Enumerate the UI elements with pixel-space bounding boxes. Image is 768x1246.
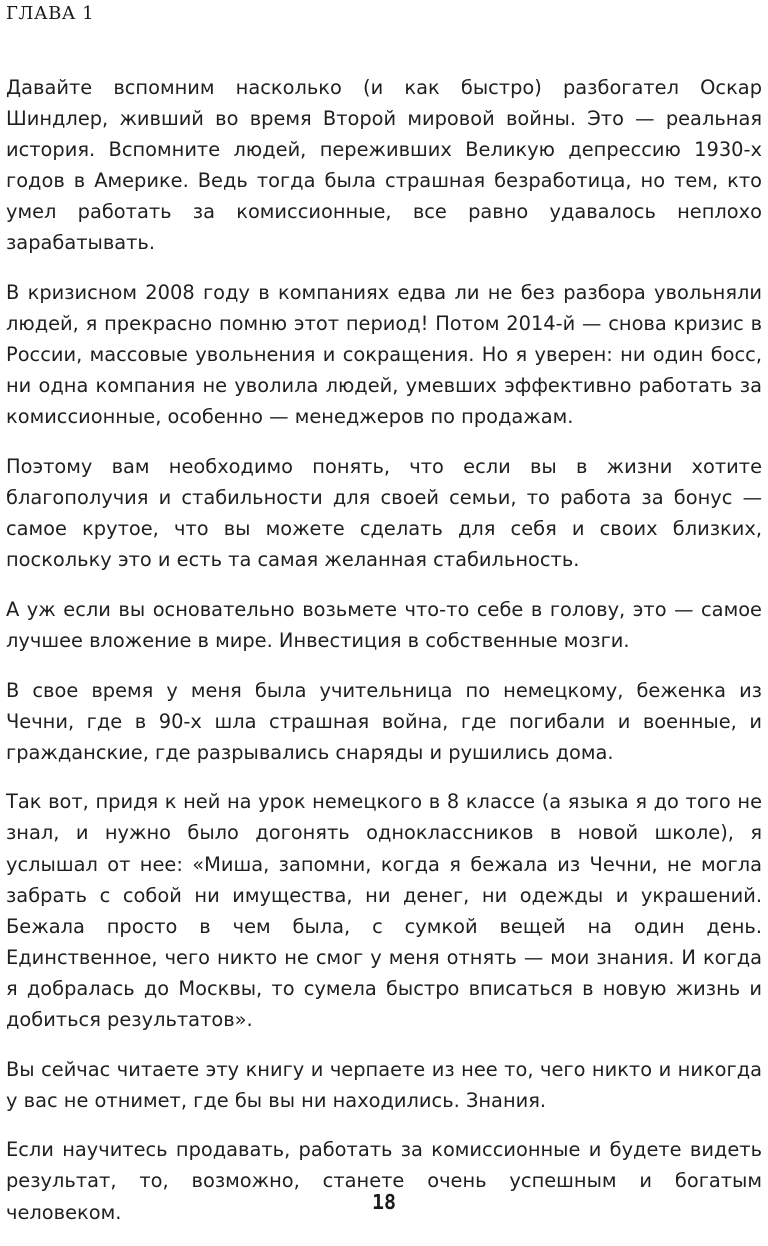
paragraph-7: Вы сейчас читаете эту книгу и черпаете из нее то, чего никто и никогда у вас не отнимет, где бы вы ни находились. Знания. bbox=[6, 1057, 762, 1112]
paragraph-4: А уж если вы основательно возьмете что-то себе в голову, это — самое лучшее вложение в мире. Инвестиция в собственные мозги. bbox=[6, 597, 762, 652]
paragraph-2: В кризисном 2008 году в компаниях едва ли не без разбора увольняли людей, я прекрасно помню этот период! Потом 2014-й — снова кризис в России, массовые увольнения и сокращения. Но я уверен: ни один босс, ни одна компания не уволила людей, умевших эффективно работать за комиссионные, особенно — менеджеров по продажам. bbox=[6, 281, 762, 429]
paragraph-3: Поэтому вам необходимо понять, что если вы в жизни хотите благополучия и стабильности для своей семьи, то работа за бонус — самое крутое, что вы можете сделать для себя и своих близких, поскольку это и есть та самая желанная стабильность. bbox=[6, 455, 762, 572]
page-number: 18 bbox=[371, 1190, 397, 1214]
paragraph-8: Если научитесь продавать, работать за комиссионные и будете видеть результат, то, возможно, станете очень успешным и богатым человеком. bbox=[6, 1138, 762, 1224]
paragraph-1: Давайте вспомним насколько (и как быстро) разбогател Оскар Шиндлер, живший во время Второй мировой войны. Это — реальная история. Вспомните людей, переживших Великую депрессию 1930-х годов в Америке. Ведь тогда была страшная безработица, но тем, кто умел работать за комиссионные, все равно удавалось неплохо зарабатывать. bbox=[6, 76, 762, 255]
chapter-header: ГЛАВА 1 bbox=[6, 3, 95, 24]
paragraph-6: Так вот, придя к ней на урок немецкого в 8 классе (а языка я до того не знал, и нужно было догонять одноклассников в новой школе), я услышал от нее: «Миша, запомни, когда я бежала из Чечни, не могла забрать с собой ни имущества, ни денег, ни одежды и украшений. Бежала просто в чем была, с сумкой вещей на один день. Единственное, чего никто не смог у меня отнять — мои знания. И когда я добралась до Москвы, то сумела быстро вписаться в новую жизнь и добиться результатов». bbox=[6, 790, 762, 1032]
paragraph-5: В свое время у меня была учительница по немецкому, беженка из Чечни, где в 90-х шла страшная война, где погибали и военные, и гражданские, где разрывались снаряды и рушились дома. bbox=[6, 678, 762, 764]
page-body bbox=[6, 72, 762, 1246]
